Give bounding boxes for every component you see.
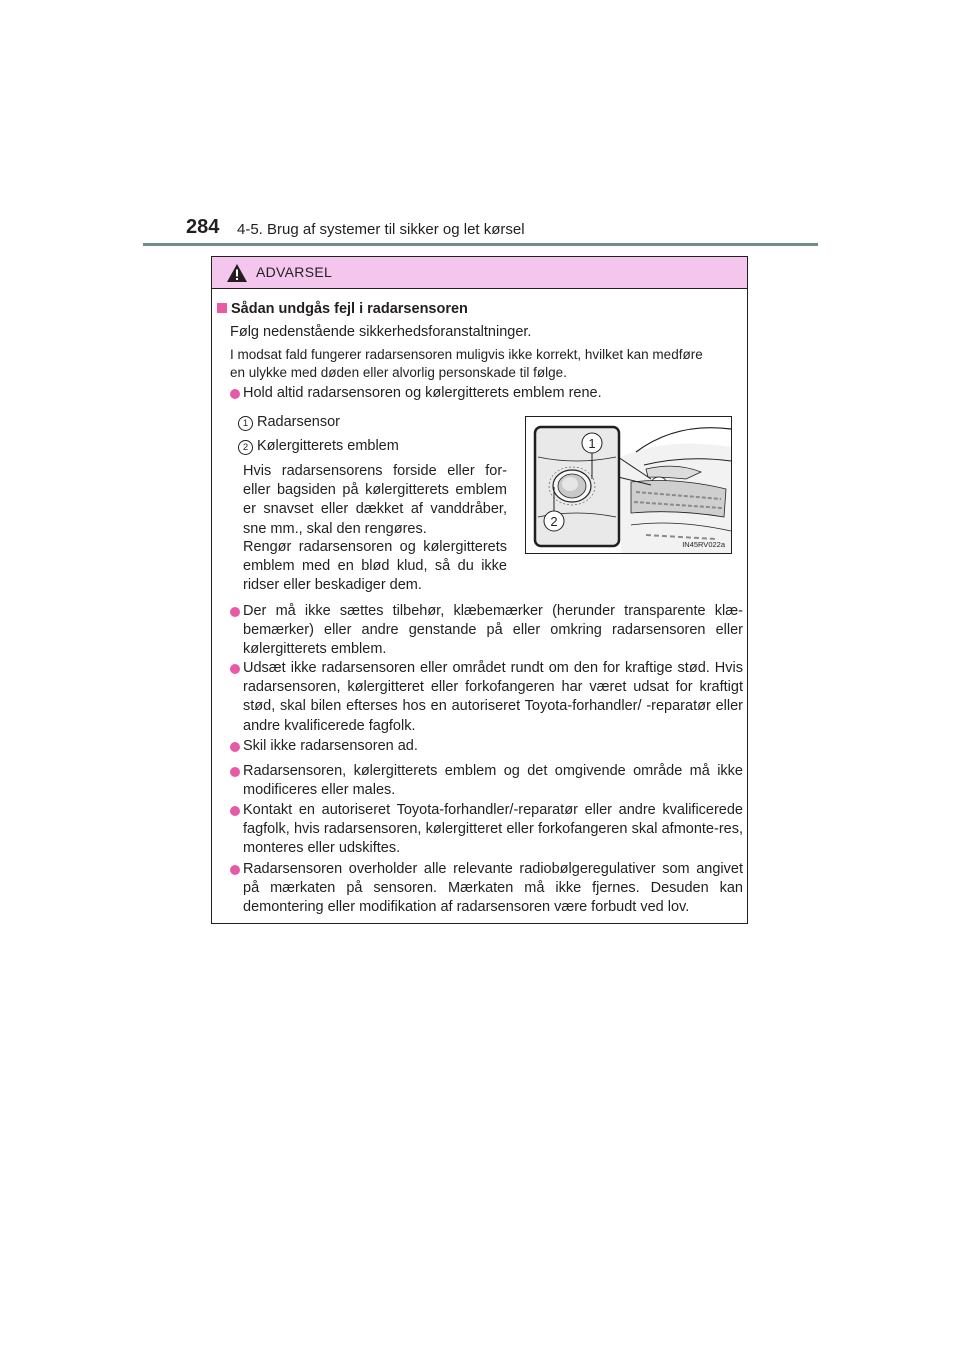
bullet-text-contact: Kontakt en autoriseret Toyota-forhandler/-reparatør eller andre kvalificerede fagfolk, hvis radarsensoren, kølergitteret eller forkofangeren skal afmonte-res, monteres eller udskiftes. xyxy=(243,802,743,857)
legend-label-2: Kølergitterets emblem xyxy=(257,438,399,454)
figure-callout-2: 2 xyxy=(550,514,558,529)
header-rule xyxy=(143,243,818,246)
warning-triangle-icon xyxy=(226,263,248,283)
bullet-icon xyxy=(230,389,240,399)
bullet-text-modify: Radarsensoren, kølergitterets emblem og det omgivende område må ikke modificeres eller males. xyxy=(243,763,743,799)
warning-box xyxy=(211,256,748,924)
bullet-text-accessories: Der må ikke sættes tilbehør, klæbemærker (herunder transparente klæ-bemærker) eller andre genstande på eller omkring radarsensoren eller kølergitterets emblem. xyxy=(243,603,743,658)
bullet-text-disassemble: Skil ikke radarsensoren ad. xyxy=(243,738,418,754)
sub-heading-text: Sådan undgås fejl i radarsensoren xyxy=(231,301,468,317)
bullet-icon xyxy=(230,607,240,617)
bullet-icon xyxy=(230,767,240,777)
bullet-clean-text: Hold altid radarsensoren og kølergitterets emblem rene. xyxy=(243,385,602,401)
figure-code: IN45RV022a xyxy=(682,540,725,549)
sub-heading xyxy=(217,301,468,317)
note-line-2: en ulykke med døden eller alvorlig personskade til følge. xyxy=(230,365,567,380)
bullet-icon xyxy=(230,742,240,752)
legend-number-1: 1 xyxy=(238,416,253,431)
warning-label: ADVARSEL xyxy=(256,264,333,280)
bullet-text-impact: Udsæt ikke radarsensoren eller området rundt om den for kraftige stød. Hvis radarsensoren, kølergitteret eller forkofangeren har været udsat for kraftigt stød, skal bilen efterses hos en autoriseret Toyota-forhandler/ -reparatør eller andre kvalificerede fagfolk. xyxy=(243,660,743,734)
square-bullet-icon xyxy=(217,303,227,313)
intro-text: Følg nedenstående sikkerhedsforanstaltninger. xyxy=(230,324,532,340)
car-front-illustration xyxy=(526,417,733,555)
note-line-1: I modsat fald fungerer radarsensoren muligvis ikke korrekt, hvilket kan medføre xyxy=(230,347,703,362)
bullet-text-regulations: Radarsensoren overholder alle relevante radiobølgeregulativer som angivet på mærkaten på sensoren. Mærkaten må ikke fjernes. Desuden kan demontering eller modifikation af radarsensoren være forbudt ved lov. xyxy=(243,861,743,916)
figure-callout-1: 1 xyxy=(588,436,596,451)
bullet-icon xyxy=(230,664,240,674)
section-title: 4-5. Brug af systemer til sikker og let kørsel xyxy=(237,221,525,238)
legend-label-1: Radarsensor xyxy=(257,414,341,430)
page-number: 284 xyxy=(186,216,220,238)
bullet-icon xyxy=(230,806,240,816)
warning-header xyxy=(212,257,747,289)
radar-sensor-figure xyxy=(525,416,732,554)
legend-number-2: 2 xyxy=(238,440,253,455)
clean-paragraph-1: Hvis radarsensorens forside eller for-eller bagsiden på kølergitterets emblem er snavset eller dækket af vanddråber, sne mm., skal den rengøres. xyxy=(243,463,507,537)
bullet-icon xyxy=(230,865,240,875)
clean-paragraph-2: Rengør radarsensoren og kølergitterets emblem med en blød klud, så du ikke ridser eller beskadiger dem. xyxy=(243,539,507,594)
